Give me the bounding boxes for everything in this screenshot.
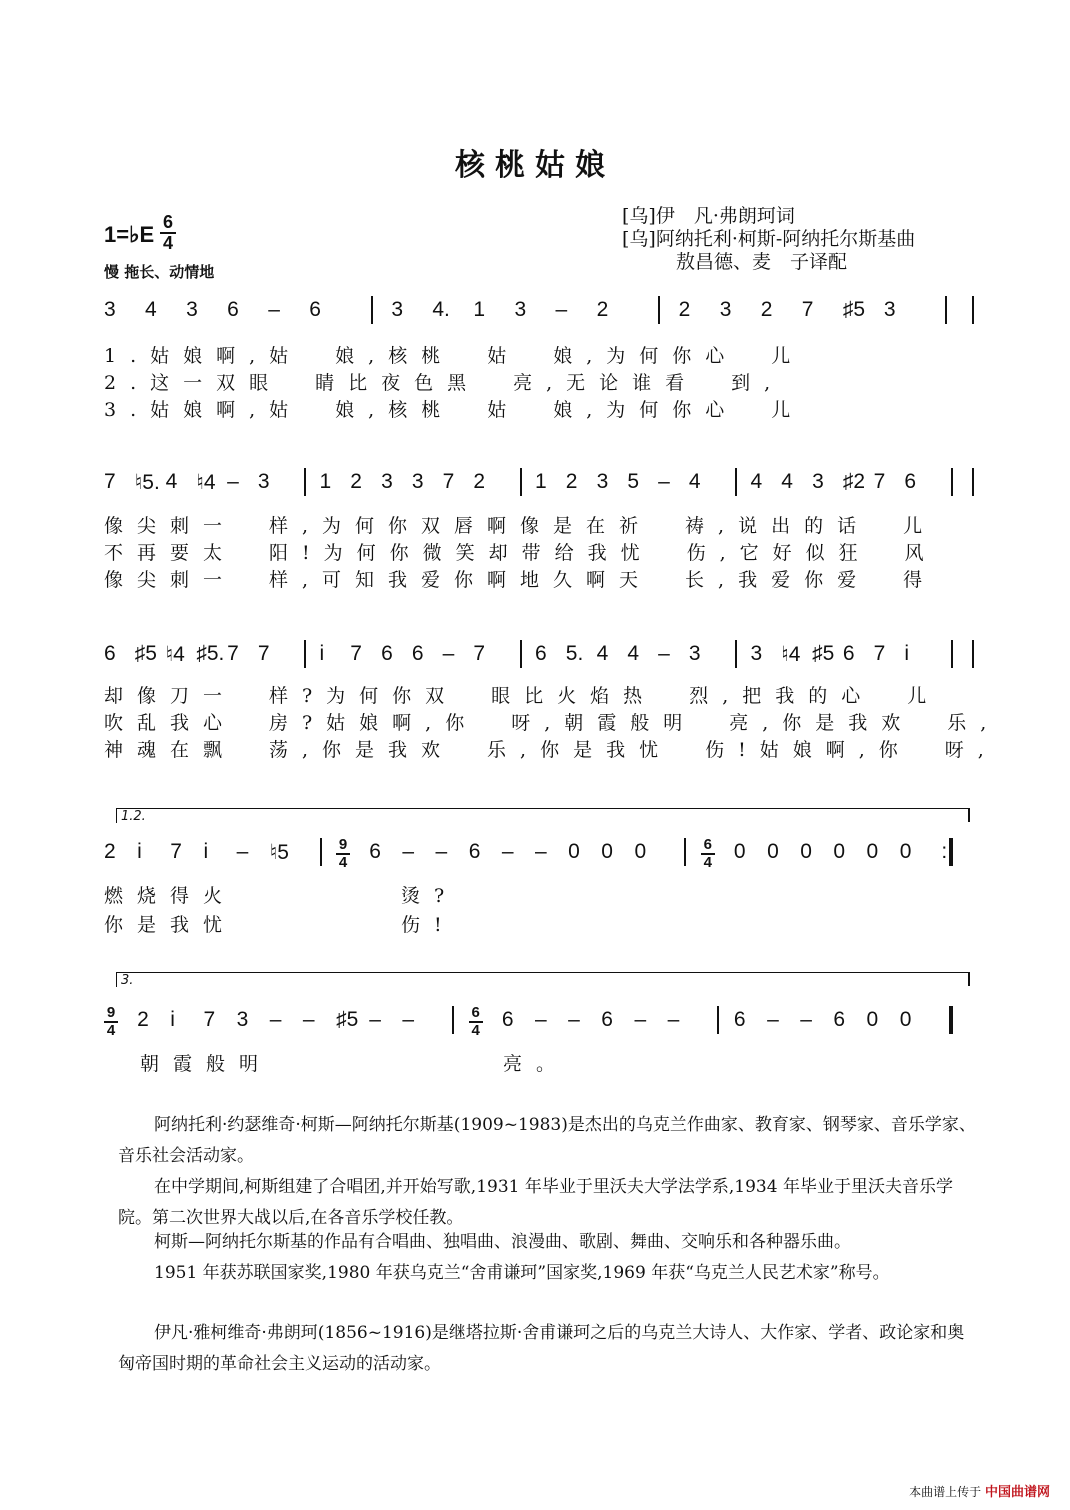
- note: i: [137, 840, 142, 863]
- note: 2: [137, 1008, 149, 1031]
- note: ♮4: [165, 643, 185, 666]
- note: 1: [319, 470, 332, 493]
- note: 3: [688, 642, 701, 665]
- note: –: [402, 840, 415, 863]
- barline: [951, 468, 953, 496]
- note: 3: [883, 298, 896, 321]
- lyricist-credit: [乌]伊 凡·弗朗珂词: [622, 205, 795, 227]
- lyric-line-1-3: 3.姑娘啊,姑 娘,核桃 姑 娘,为何你心 儿: [104, 399, 805, 421]
- barline: [371, 296, 373, 324]
- note: 0: [866, 1008, 879, 1031]
- note: –: [568, 1008, 580, 1031]
- note: –: [535, 1008, 547, 1031]
- lyric-line-1-1: 1.姑娘啊,姑 娘,核桃 姑 娘,为何你心 儿: [104, 345, 805, 367]
- note: i: [203, 840, 209, 863]
- note: 4: [145, 298, 157, 321]
- time-signature: 6 4: [160, 214, 176, 252]
- barline: [972, 640, 974, 668]
- barline: [945, 296, 947, 324]
- note: 7: [203, 1008, 216, 1031]
- note: 4: [165, 470, 178, 493]
- footer-watermark: 本曲谱上传于 中国曲谱网: [909, 1485, 1050, 1500]
- note: 3: [186, 298, 198, 321]
- note: –: [658, 642, 670, 665]
- lyric-line-4-1: 燃烧得火 烫?: [104, 885, 459, 907]
- lyric-line-5-1: 朝霞般明 亮。: [140, 1053, 570, 1075]
- note: 6: [535, 642, 547, 665]
- note: 3: [514, 298, 527, 321]
- lyric-line-2-1: 像尖刺一 样,为何你双唇啊像是在祈 祷,说出的话 儿: [104, 515, 937, 537]
- tempo-marking: 慢 拖长、动情地: [104, 263, 215, 281]
- note: 6: [733, 1008, 746, 1031]
- bio-paragraph-4: 1951 年获苏联国家奖,1980 年获乌克兰“舍甫谦珂”国家奖,1969 年获“乌克兰人民艺术家”称号。: [154, 1263, 890, 1283]
- note: 2: [350, 470, 362, 493]
- note: 4.: [432, 298, 450, 321]
- lyric-line-3-2: 吹乱我心 房?姑娘啊,你 呀,朝霞般明 亮,你是我欢 乐,: [104, 712, 1001, 734]
- note: 2: [678, 298, 691, 321]
- volta-bracket-end: [968, 972, 970, 986]
- note: –: [435, 840, 448, 863]
- note: 3: [411, 470, 424, 493]
- barline: [972, 296, 974, 324]
- barline: [520, 640, 522, 668]
- note: 4: [596, 642, 609, 665]
- time-signature-change: 6 4: [701, 838, 715, 870]
- note: 3: [719, 298, 732, 321]
- note: 2: [760, 298, 773, 321]
- note: 1: [535, 470, 547, 493]
- note: 4: [627, 642, 640, 665]
- translator-credit: 敖昌德、麦 子译配: [676, 251, 848, 273]
- note: 0: [733, 840, 746, 863]
- notation-row-2: [104, 470, 980, 510]
- volta-bracket-1-2: 1.2.: [116, 808, 969, 823]
- note: 5.: [565, 642, 584, 665]
- note: 2: [596, 298, 609, 321]
- note: 0: [899, 1008, 912, 1031]
- note: 6: [904, 470, 917, 493]
- note: 4: [750, 470, 763, 493]
- note: 6: [468, 840, 481, 863]
- lyric-line-4-2: 你是我忧 伤!: [104, 914, 456, 936]
- notation-row-4: [104, 836, 980, 880]
- note: 4: [688, 470, 701, 493]
- note: 3: [236, 1008, 249, 1031]
- note: 6: [833, 1008, 846, 1031]
- note: –: [501, 840, 514, 863]
- note: 5: [627, 470, 640, 493]
- volta-bracket-3: 3.: [116, 972, 969, 987]
- note: 6: [104, 642, 116, 665]
- note: 0: [767, 840, 779, 863]
- note: –: [634, 1008, 647, 1031]
- barline: [304, 640, 306, 668]
- note: 7: [473, 642, 486, 665]
- note: 2: [473, 470, 486, 493]
- note: ♮4: [196, 471, 216, 494]
- barline: [520, 468, 522, 496]
- note: 0: [833, 840, 846, 863]
- notation-row-5: [104, 1004, 980, 1048]
- note: i: [904, 642, 910, 665]
- time-signature-change: 9 4: [104, 1006, 118, 1038]
- note: –: [658, 470, 670, 493]
- note: 3: [812, 470, 824, 493]
- note: i: [170, 1008, 175, 1031]
- note: i: [319, 642, 325, 665]
- barline: [452, 1006, 454, 1034]
- note: 3: [596, 470, 609, 493]
- note: ♮5: [269, 841, 289, 864]
- barline: [949, 1006, 953, 1034]
- note: ♯5: [336, 1008, 359, 1031]
- note: ♮5.: [134, 471, 160, 494]
- bio-paragraph-3: 柯斯—阿纳托尔斯基的作品有合唱曲、独唱曲、浪漫曲、歌剧、舞曲、交响乐和各种器乐曲。: [154, 1232, 851, 1252]
- note: 6: [842, 642, 855, 665]
- volta-bracket-end: [968, 808, 970, 822]
- note: 4: [781, 470, 793, 493]
- barline: [949, 838, 953, 866]
- note: 1: [473, 298, 486, 321]
- note: 6: [411, 642, 424, 665]
- barline: [972, 468, 974, 496]
- note: –: [535, 840, 547, 863]
- barline: [320, 838, 322, 866]
- note: 6: [381, 642, 393, 665]
- time-signature-change: 9 4: [336, 838, 350, 870]
- note: 0: [601, 840, 613, 863]
- note: –: [236, 840, 249, 863]
- note: –: [269, 1008, 282, 1031]
- bio-paragraph-2: 在中学期间,柯斯组建了合唱团,并开始写歌,1931 年毕业于里沃夫大学法学系,1934 年毕业于里沃夫音乐学院。第二次世界大战以后,在各音乐学校任教。: [118, 1177, 953, 1228]
- note: ♮4: [781, 643, 801, 666]
- barline: [735, 468, 737, 496]
- time-signature-change: 6 4: [469, 1006, 483, 1038]
- notation-row-3: [104, 642, 980, 682]
- note: –: [302, 1008, 315, 1031]
- note: 2: [565, 470, 578, 493]
- note: 2: [104, 840, 116, 863]
- composer-credit: [乌]阿纳托利·柯斯-阿纳托尔斯基曲: [622, 228, 916, 250]
- note: ♯5: [812, 642, 835, 665]
- note: 3: [391, 298, 404, 321]
- note: 7: [257, 642, 270, 665]
- note: –: [369, 1008, 381, 1031]
- note: –: [402, 1008, 415, 1031]
- note: 7: [873, 642, 886, 665]
- note: –: [800, 1008, 812, 1031]
- note: 7: [350, 642, 362, 665]
- note: 6: [309, 298, 321, 321]
- note: 7: [170, 840, 182, 863]
- bio-paragraph-1: 阿纳托利·约瑟维奇·柯斯—阿纳托尔斯基(1909~1983)是杰出的乌克兰作曲家、教育家、钢琴家、音乐学家、音乐社会活动家。: [118, 1115, 976, 1166]
- lyric-line-3-3: 神魂在飘 荡,你是我欢 乐,你是我忧 伤!姑娘啊,你 呀,: [104, 739, 998, 761]
- note: 7: [442, 470, 455, 493]
- bio-paragraph-5: 伊凡·雅柯维奇·弗朗珂(1856~1916)是继塔拉斯·舍甫谦珂之后的乌克兰大诗人、大作家、学者、政论家和奥匈帝国时期的革命社会主义运动的活动家。: [118, 1323, 965, 1374]
- note: 3: [104, 298, 116, 321]
- barline: [684, 838, 686, 866]
- lyric-line-1-2: 2.这一双眼 睛比夜色黑 亮,无论谁看 到,: [104, 372, 785, 394]
- lyric-line-3-1: 却像刀一 样?为何你双 眼比火焰热 烈,把我的心 儿: [104, 685, 941, 707]
- note: 7: [873, 470, 886, 493]
- note: 3: [750, 642, 763, 665]
- note: 7: [801, 298, 814, 321]
- note: 6: [227, 298, 239, 321]
- site-logo[interactable]: 中国曲谱网: [984, 1485, 1050, 1500]
- note: –: [667, 1008, 680, 1031]
- note: 0: [634, 840, 647, 863]
- repeat-dots: :: [941, 840, 948, 863]
- barline: [735, 640, 737, 668]
- note: –: [227, 470, 239, 493]
- note: 0: [866, 840, 879, 863]
- lyric-line-2-3: 像尖刺一 样,可知我爱你啊地久啊天 长,我爱你爱 得: [104, 569, 937, 591]
- note: 6: [369, 840, 381, 863]
- note: 0: [568, 840, 580, 863]
- note: 7: [227, 642, 239, 665]
- note: 6: [501, 1008, 514, 1031]
- note: 6: [601, 1008, 613, 1031]
- note: –: [442, 642, 455, 665]
- note: 0: [800, 840, 812, 863]
- note: 7: [104, 470, 116, 493]
- note: –: [767, 1008, 779, 1031]
- barline: [717, 1006, 719, 1034]
- note: ♯5: [134, 642, 157, 665]
- lyric-line-2-2: 不再要太 阳!为何你微笑却带给我忧 伤,它好似狂 风: [104, 542, 938, 564]
- note: ♯2: [842, 470, 866, 493]
- note: ♯5.: [196, 642, 225, 665]
- key-signature: 1=♭E: [104, 222, 155, 247]
- barline: [304, 468, 306, 496]
- note: –: [555, 298, 568, 321]
- page-title: 核桃姑娘: [455, 148, 615, 183]
- notation-row-1: [104, 298, 980, 338]
- note: –: [268, 298, 280, 321]
- barline: [658, 296, 660, 324]
- note: 3: [381, 470, 393, 493]
- note: 3: [257, 470, 270, 493]
- note: 0: [899, 840, 912, 863]
- note: ♯5: [842, 298, 866, 321]
- barline: [951, 640, 953, 668]
